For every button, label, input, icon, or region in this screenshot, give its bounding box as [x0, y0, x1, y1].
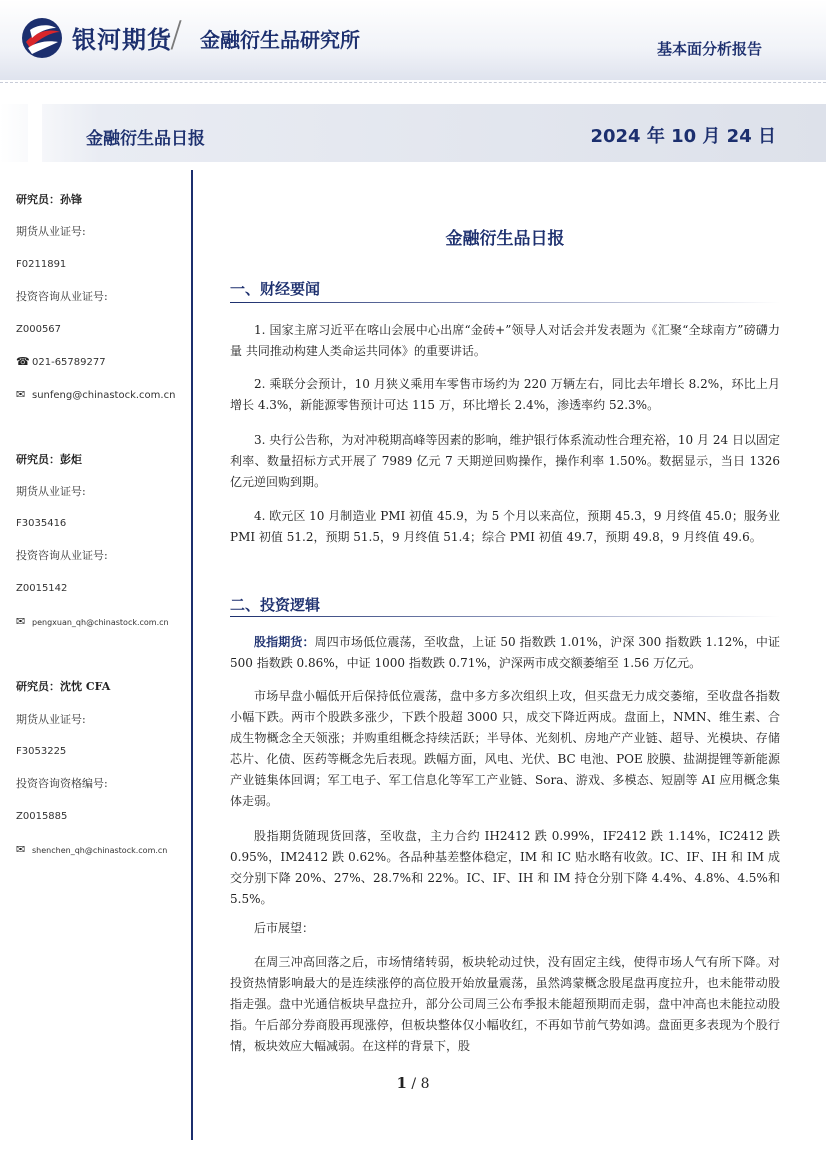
index-futures-label: 股指期货：: [254, 635, 315, 649]
outlook-paragraph: 在周三冲高回落之后，市场情绪转弱，板块轮动过快，没有固定主线，使得市场人气有所下降。对投资热情影响最大的是连续涨停的高位股开始放量震荡，虽然鸿蒙概念股尾盘再度拉升，也未能带动股指走强。盘中光通信板块早盘拉升，部分公司周三公布季报未能超预期而走弱，盘中冲高也未能拉动股指。午后部分券商股再现涨停，但板块整体仅小幅收红，不再如节前气势如鸿。盘面更多表现为个股行情，板块效应大幅减弱。在这样的背景下，股: [230, 955, 780, 1053]
researcher-name: 研究员：彭炬: [16, 453, 82, 466]
advisory-license-label: 投资咨询资格编号:: [16, 777, 108, 790]
email-icon: ✉: [16, 843, 26, 856]
futures-license-number: F3035416: [16, 518, 67, 529]
current-page: 1: [396, 1074, 407, 1092]
advisory-license-number: Z0015885: [16, 811, 68, 822]
advisory-license-number: Z0015142: [16, 583, 68, 594]
advisory-license-label: 投资咨询从业证号:: [16, 549, 108, 562]
email-row[interactable]: [16, 389, 175, 401]
total-pages: 8: [420, 1076, 430, 1092]
page-number: 1 / 8: [396, 1074, 430, 1092]
brand-name: 银河期货: [72, 26, 172, 54]
researcher-name: 研究员：孙锋: [16, 193, 82, 206]
header-divider-line: [0, 82, 826, 83]
advisory-license-number: Z000567: [16, 324, 62, 335]
phone-icon: ☎: [16, 355, 30, 368]
email-icon: ✉: [16, 615, 26, 628]
section-rule: [230, 616, 780, 617]
market-review-paragraph: 市场早盘小幅低开后保持低位震荡，盘中多方多次组织上攻，但买盘无力成交萎缩，至收盘各指数小幅下跌。两市个股跌多涨少，下跌个股超 3000 只，成交下降近两成。盘面上，NMN、维生素、合成生物概念全天领涨；并购重组概念持续活跃；半导体、光刻机、房地产产业链、超导、光模块、存储芯片、化债、医药等概念先后表现。跌幅方面，风电、光伏、BC 电池、POE 胶膜、盐湖提锂等新能源产业链集体回调；军工电子、军工信息化等军工产业链、Sora、游戏、多模态、短剧等 AI 应用概念集体走弱。: [230, 689, 780, 808]
institute-name: 金融衍生品研究所: [200, 28, 360, 52]
galaxy-futures-logo: [20, 16, 64, 60]
index-futures-summary-text: 周四市场低位震荡，至收盘，上证 50 指数跌 1.01%，沪深 300 指数跌 1.12%，中证 500 指数跌 0.86%，中证 1000 指数跌 0.71%，沪深两市成交额萎缩至 1.56 万亿元。: [230, 635, 780, 670]
news-item: 3. 央行公告称，为对冲税期高峰等因素的影响，维护银行体系流动性合理充裕，10 月 24 日以固定利率、数量招标方式开展了 7989 亿元 7 天期逆回购操作，操作利率 1.50%。数据显示，当日 1326 亿元逆回购到期。: [230, 433, 780, 489]
email-address[interactable]: sunfeng@chinastock.com.cn: [32, 390, 176, 401]
futures-review-paragraph: 股指期货随现货回落，至收盘，主力合约 IH2412 跌 0.99%，IF2412 跌 1.14%，IC2412 跌 0.95%，IM2412 跌 0.62%。各品种基差整体稳定，IM 和 IC 贴水略有收敛。IC、IF、IH 和 IM 成交分别下降 20%、27%、28.7%和 22%。IC、IF、IH 和 IM 持仓分别下降 4.4%、4.8%、4.5%和 5.5%。: [230, 829, 780, 906]
researcher-name: 研究员：沈忱 CFA: [16, 680, 111, 693]
header-divider: /: [170, 14, 183, 55]
banner-notch: [28, 104, 42, 162]
section-heading-logic: 二、投资逻辑: [230, 596, 321, 614]
email-icon: ✉: [16, 388, 26, 401]
section-rule: [230, 302, 780, 303]
index-futures-summary: [230, 632, 780, 674]
phone-number: 021-65789277: [32, 357, 106, 368]
news-item: 2. 乘联分会预计，10 月狭义乘用车零售市场约为 220 万辆左右，同比去年增长 8.2%，环比上月增长 4.3%，新能源零售预计可达 115 万，环比增长 2.4%，渗透率约 52.3%。: [230, 377, 780, 412]
banner-date: 2024 年 10 月 24 日: [590, 126, 776, 147]
email-address[interactable]: shenchen_qh@chinastock.com.cn: [32, 846, 168, 855]
futures-license-label: 期货从业证号:: [16, 225, 86, 238]
document-title: 金融衍生品日报: [445, 229, 565, 249]
outlook-heading: 后市展望：: [254, 921, 315, 935]
email-row[interactable]: [16, 616, 169, 628]
banner-title: 金融衍生品日报: [86, 129, 205, 149]
futures-license-number: F3053225: [16, 746, 67, 757]
news-item: 4. 欧元区 10 月制造业 PMI 初值 45.9，为 5 个月以来高位，预期 45.3，9 月终值 45.0；服务业 PMI 初值 51.2，预期 51.5，9 月终值 51.4；综合 PMI 初值 49.7，预期 49.8，9 月终值 49.6。: [230, 509, 780, 544]
section-heading-news: 一、财经要闻: [230, 280, 321, 298]
futures-license-label: 期货从业证号:: [16, 713, 86, 726]
email-address[interactable]: pengxuan_qh@chinastock.com.cn: [32, 618, 169, 627]
futures-license-number: F0211891: [16, 259, 67, 270]
advisory-license-label: 投资咨询从业证号:: [16, 290, 108, 303]
news-item: 1. 国家主席习近平在喀山会展中心出席“金砖+”领导人对话会并发表题为《汇聚“全球南方”磅礴力量 共同推动构建人类命运共同体》的重要讲话。: [230, 323, 780, 358]
sidebar-divider: [191, 170, 193, 1140]
report-type: 基本面分析报告: [656, 40, 762, 58]
futures-license-label: 期货从业证号:: [16, 485, 86, 498]
email-row[interactable]: [16, 844, 167, 856]
phone-row: [16, 356, 106, 368]
